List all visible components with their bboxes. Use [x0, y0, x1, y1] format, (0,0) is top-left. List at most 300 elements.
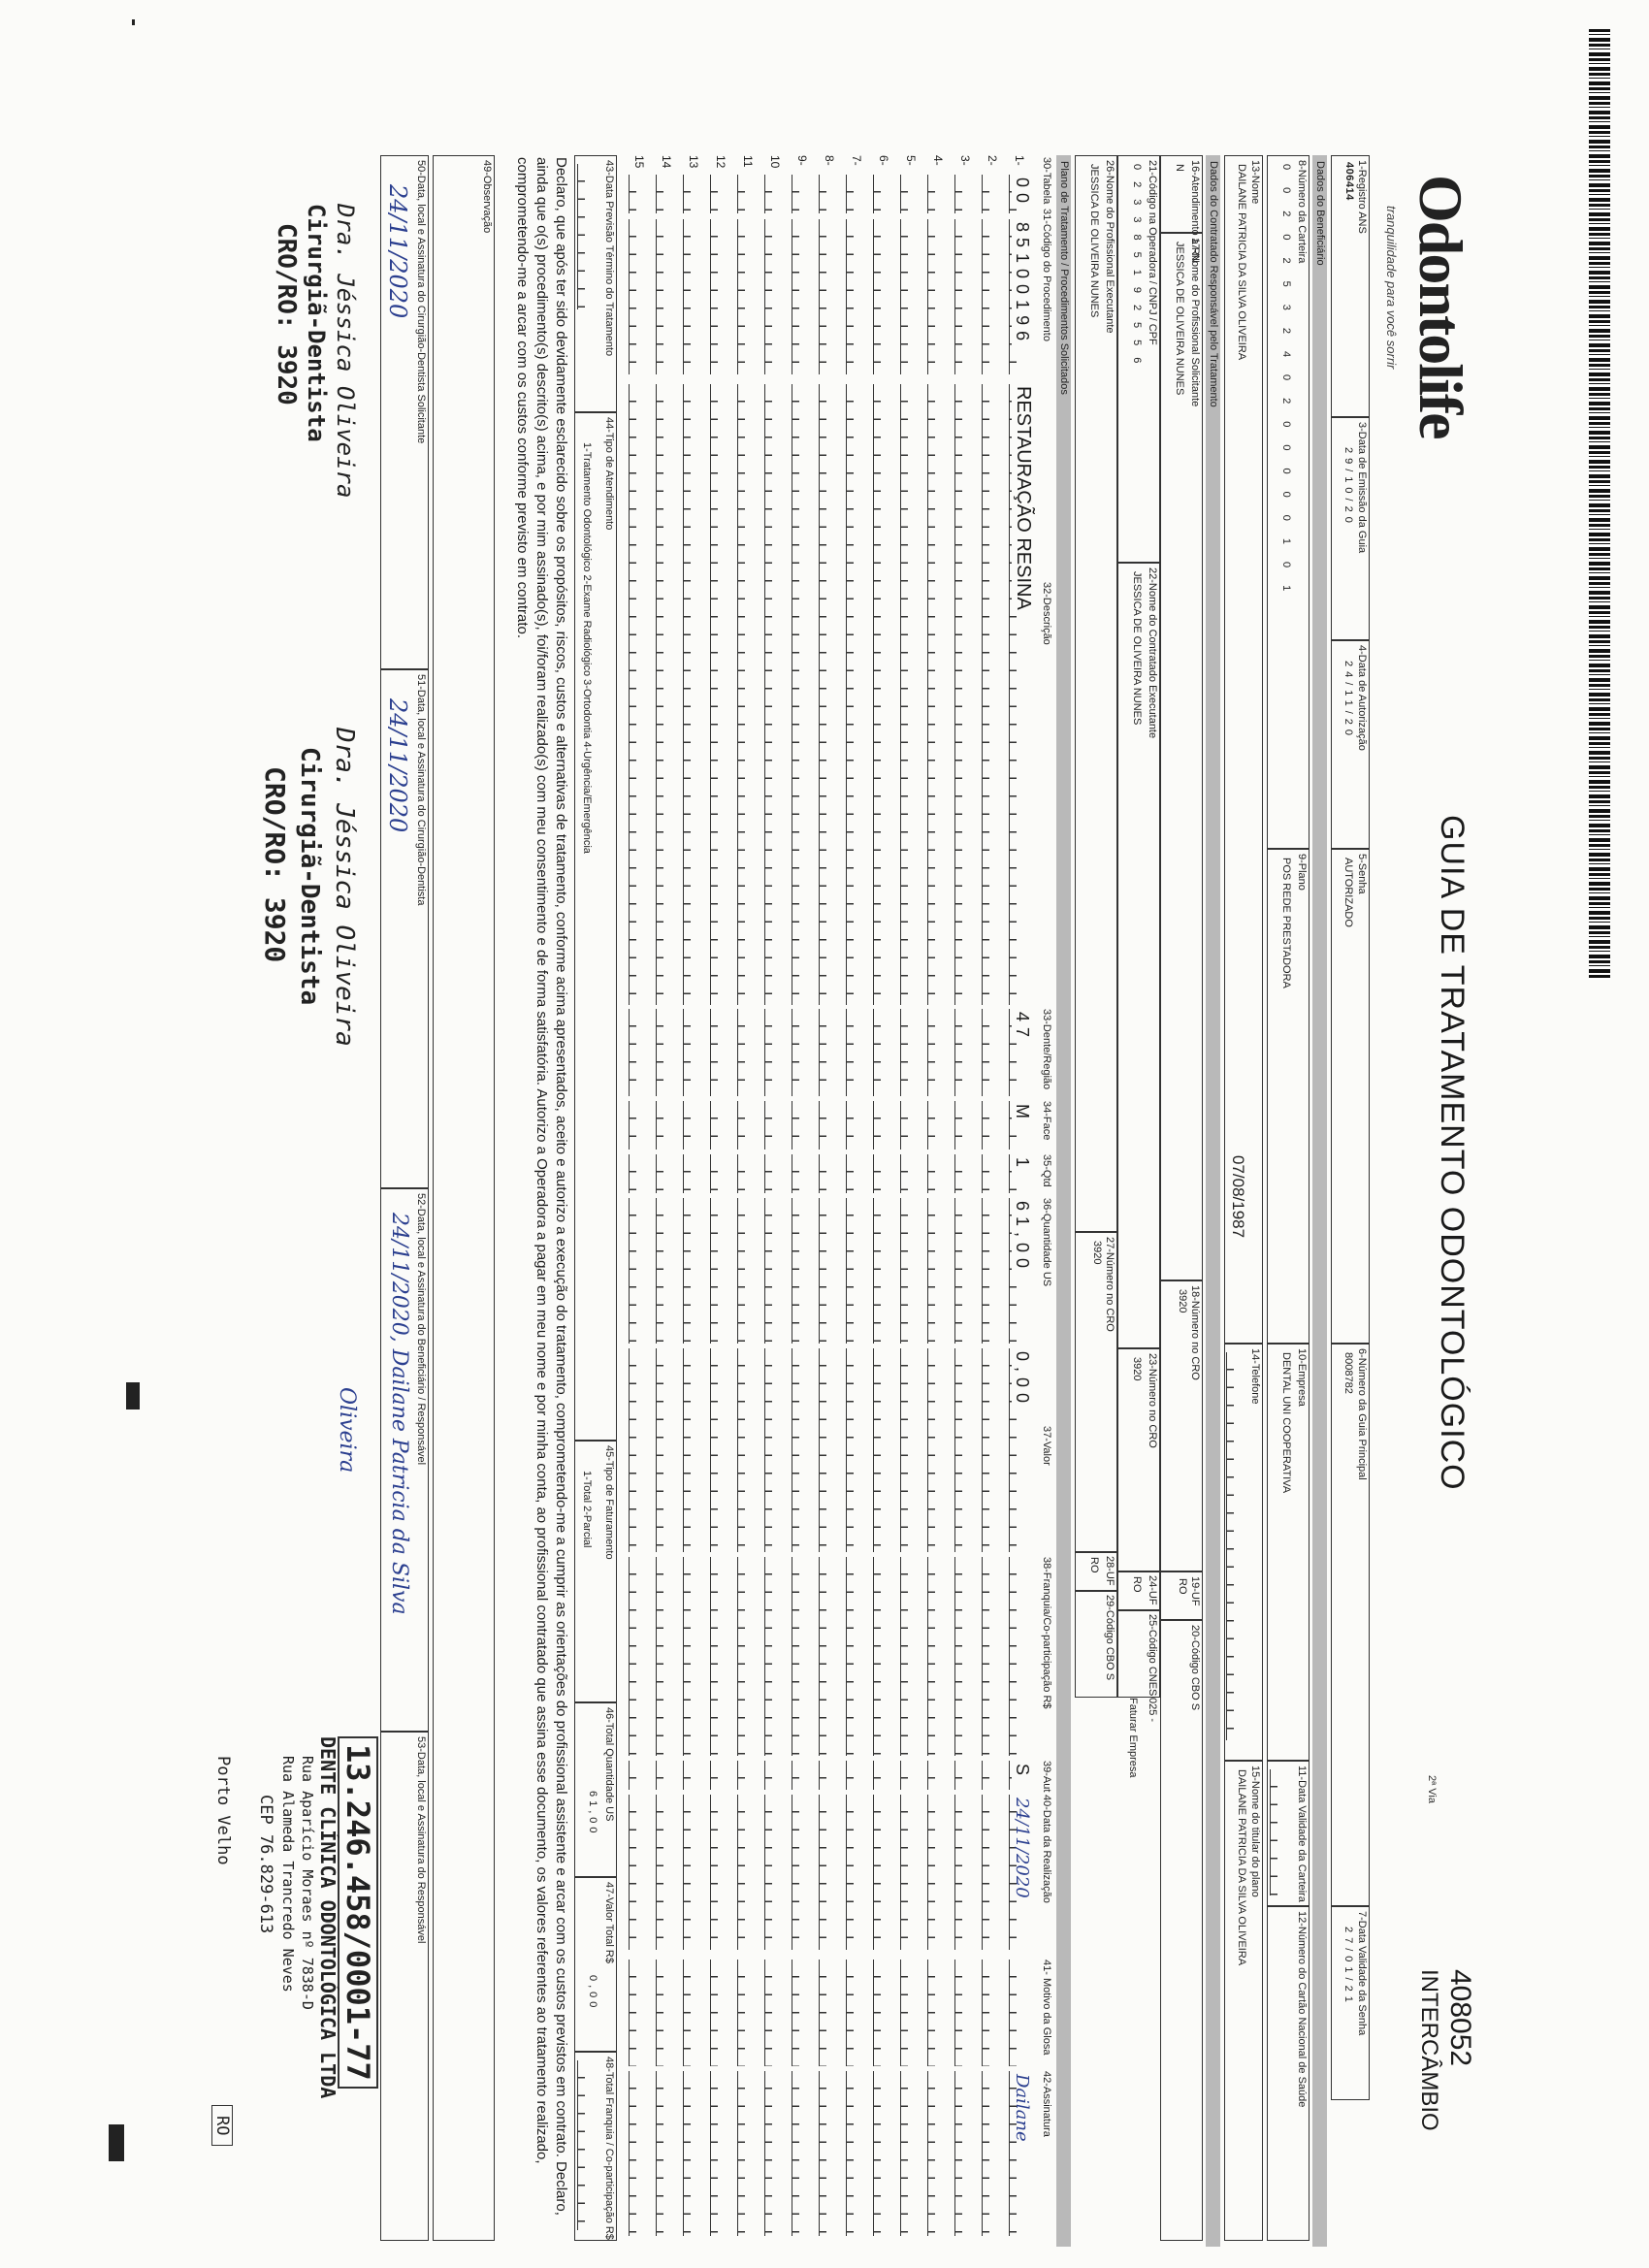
- procedure-table-header: [1037, 155, 1054, 2241]
- cell-franquia: [982, 1557, 1003, 1756]
- row-number: 7-: [850, 155, 863, 166]
- label: 7-Data Validade da Senha: [1356, 1911, 1368, 2036]
- cell-data: [873, 1795, 894, 1950]
- cbo-20-code: 025 -: [1147, 1698, 1158, 1723]
- value: 29/10/20: [1342, 447, 1354, 528]
- table-row: [980, 155, 1007, 2241]
- cell-assinatura: [710, 2071, 731, 2236]
- cell-descricao: [846, 384, 867, 1005]
- table-row: [817, 155, 844, 2241]
- table-row: [654, 155, 681, 2241]
- cell-glosa: [656, 1960, 677, 2066]
- cell-tabela: [873, 175, 894, 213]
- cell-valor: [764, 1348, 786, 1552]
- col-qtd-us: 36-Quantidade US: [1041, 1198, 1052, 1287]
- cell-dente: [656, 1009, 677, 1096]
- form-title: GUIA DE TRATAMENTO ODONTOLÓGICO: [1434, 815, 1471, 1491]
- cell-valor: [982, 1348, 1003, 1552]
- col-valor: 37-Valor: [1041, 1426, 1052, 1466]
- label: 12-Número do Cartão Nacional de Saúde: [1296, 1911, 1308, 2108]
- cell-qtd_us: [819, 1198, 840, 1344]
- cell-descricao: [792, 384, 813, 1005]
- cell-descricao: [629, 384, 650, 1005]
- cell-tabela: [792, 175, 813, 213]
- cell-dente: [683, 1009, 704, 1096]
- cell-data: [846, 1795, 867, 1950]
- value: 24/11/20: [1342, 661, 1354, 741]
- cell-qtd_us: [629, 1198, 650, 1344]
- cell-codigo: [900, 219, 922, 374]
- stamp-city: Porto Velho: [213, 1756, 233, 1865]
- cell-glosa: [846, 1960, 867, 2066]
- field-total-franquia: [574, 2052, 617, 2241]
- cell-data: [656, 1795, 677, 1950]
- value: 8008782: [1342, 1352, 1354, 1394]
- label: 10-Empresa: [1296, 1348, 1308, 1407]
- label: 18-Número no CRO: [1189, 1285, 1201, 1380]
- label: 25-Código CNES: [1147, 1614, 1158, 1697]
- cell-glosa: [764, 1960, 786, 2066]
- options: 1-Total 2-Parcial: [581, 1471, 593, 1548]
- cell-assinatura: [683, 2071, 704, 2236]
- table-row: [735, 155, 762, 2241]
- cell-aut: [737, 1761, 759, 1790]
- cell-face: [764, 1101, 786, 1150]
- cell-face: [873, 1101, 894, 1150]
- field-numero-carteira: [1267, 155, 1310, 849]
- cell-face: [683, 1101, 704, 1150]
- cell-franquia: [792, 1557, 813, 1756]
- table-row: [925, 155, 953, 2241]
- guide-number: 408052: [1444, 1969, 1476, 2067]
- cell-franquia: [1009, 1557, 1030, 1756]
- field-data-emissao: [1331, 417, 1370, 640]
- stamp-dentist-name-2: Dra. Jéssica Oliveira: [330, 728, 359, 1047]
- table-row: [627, 155, 654, 2241]
- row-number: 14: [660, 155, 673, 169]
- cell-qtd_us: [1009, 1198, 1030, 1344]
- cell-valor: [710, 1348, 731, 1552]
- cell-tabela: [656, 175, 677, 213]
- field-cro-solicitante: [1160, 1280, 1203, 1571]
- cell-franquia: [629, 1557, 650, 1756]
- field-plano: [1267, 849, 1310, 1344]
- label: 51-Data, local e Assinatura do Cirurgião-Dentista: [415, 674, 427, 906]
- field-empresa: [1267, 1344, 1310, 1761]
- cell-valor: [846, 1348, 867, 1552]
- field-senha: [1331, 849, 1370, 1344]
- guide-type: INTERCÂMBIO: [1416, 1969, 1442, 2131]
- cell-tabela: [737, 175, 759, 213]
- cell-value: 1: [1013, 1157, 1032, 1174]
- field-cbo-29: [1075, 1591, 1117, 1698]
- cell-assinatura: [1009, 2071, 1030, 2236]
- cell-data: [737, 1795, 759, 1950]
- cell-face: [927, 1101, 949, 1150]
- table-row: [844, 155, 871, 2241]
- field-codigo-operadora: [1117, 155, 1160, 563]
- col-codigo: 31-Código do Procedimento: [1041, 209, 1052, 341]
- cell-glosa: [954, 1960, 976, 2066]
- cell-qtd: [737, 1154, 759, 1193]
- field-guia-principal: [1331, 1344, 1370, 1906]
- cell-data: [819, 1795, 840, 1950]
- cell-dente: [900, 1009, 922, 1096]
- row-number: 8-: [823, 155, 836, 166]
- row-number: 12: [714, 155, 728, 169]
- field-uf-28: [1075, 1552, 1117, 1591]
- label: 53-Data, local e Assinatura do Responsável: [415, 1736, 427, 1944]
- label: 44-Tipo de Atendimento: [603, 417, 615, 531]
- section-beneficiario: Dados do Beneficiário: [1312, 155, 1327, 2247]
- col-tabela: 30-Tabela: [1041, 157, 1052, 205]
- label: 11-Data Validade da Carteira: [1296, 1766, 1308, 1902]
- field-assinatura-53: [380, 1732, 429, 2241]
- cell-face: [710, 1101, 731, 1150]
- cell-aut: [792, 1761, 813, 1790]
- cell-qtd: [873, 1154, 894, 1193]
- cell-glosa: [873, 1960, 894, 2066]
- cell-descricao: [1009, 384, 1034, 1005]
- cell-descricao: [982, 384, 1003, 1005]
- field-validade-senha: [1331, 1906, 1370, 2100]
- cell-qtd_us: [846, 1198, 867, 1344]
- cell-dente: [873, 1009, 894, 1096]
- cell-descricao: [900, 384, 922, 1005]
- scan-mark: [132, 19, 135, 25]
- field-uf-19: [1160, 1571, 1203, 1620]
- field-registro-ans: [1331, 155, 1370, 417]
- stamp-cep: CEP 76.829-613: [256, 1795, 275, 1934]
- cell-glosa: [737, 1960, 759, 2066]
- row-number: 9-: [795, 155, 809, 166]
- cell-glosa: [982, 1960, 1003, 2066]
- brand-tagline: tranquilidade para você sorrir: [1384, 206, 1399, 370]
- label: 27-Número no CRO: [1104, 1237, 1116, 1332]
- cell-dente: [846, 1009, 867, 1096]
- cell-value: 00: [1013, 178, 1032, 210]
- cell-franquia: [710, 1557, 731, 1756]
- cell-tabela: [954, 175, 976, 213]
- cell-codigo: [873, 219, 894, 374]
- cell-qtd: [982, 1154, 1003, 1193]
- field-cnes: [1117, 1610, 1160, 1698]
- value-comb: [577, 2060, 598, 2230]
- value: 61,00: [587, 1791, 598, 1837]
- procedure-table: [627, 155, 1034, 2241]
- value: RO: [1131, 1576, 1143, 1593]
- field-atendimento-rn: [1160, 155, 1203, 263]
- label: 9-Plano: [1296, 854, 1308, 891]
- cell-data: [764, 1795, 786, 1950]
- cell-franquia: [900, 1557, 922, 1756]
- cell-dente: [792, 1009, 813, 1096]
- cell-face: [819, 1101, 840, 1150]
- stamp-dentist-role-2: Cirurgiã-Dentista: [295, 747, 324, 1006]
- cell-descricao: [873, 384, 894, 1005]
- cell-data: [683, 1795, 704, 1950]
- field-tipo-faturamento: [574, 1441, 617, 1702]
- table-row: [708, 155, 735, 2241]
- cell-data: [900, 1795, 922, 1950]
- cell-tabela: [764, 175, 786, 213]
- cell-descricao: [683, 384, 704, 1005]
- cell-valor: [819, 1348, 840, 1552]
- label: 8-Número da Carteira: [1296, 160, 1308, 264]
- field-uf-24: [1117, 1571, 1160, 1610]
- col-assinatura: 42-Assinatura: [1041, 2071, 1052, 2137]
- row-number: 1-: [1013, 155, 1026, 166]
- row-number: 10: [768, 155, 782, 169]
- cell-tabela: [927, 175, 949, 213]
- cell-value: 24/11/2020: [1012, 1798, 1032, 1898]
- col-data: 40-Data da Realização: [1041, 1795, 1052, 1903]
- label: 49-Observação: [481, 160, 493, 234]
- table-row: [762, 155, 790, 2241]
- cell-descricao: [656, 384, 677, 1005]
- cell-glosa: [819, 1960, 840, 2066]
- value: 3920: [1177, 1289, 1188, 1313]
- cell-face: [954, 1101, 976, 1150]
- cell-value: M: [1013, 1104, 1032, 1124]
- cell-valor: [792, 1348, 813, 1552]
- cell-value: S: [1013, 1764, 1032, 1782]
- stamp-address-2: Rua Alameda Trancredo Neves: [279, 1756, 297, 1993]
- row-number: 6-: [877, 155, 890, 166]
- cell-codigo: [927, 219, 949, 374]
- cell-face: [900, 1101, 922, 1150]
- cell-franquia: [683, 1557, 704, 1756]
- cell-tabela: [1009, 175, 1030, 213]
- barcode-strip: [1589, 29, 1610, 980]
- cell-qtd: [710, 1154, 731, 1193]
- cell-descricao: [710, 384, 731, 1005]
- row-number: 2-: [986, 155, 999, 166]
- cell-franquia: [954, 1557, 976, 1756]
- cell-qtd: [764, 1154, 786, 1193]
- label: 19-UF: [1189, 1576, 1201, 1606]
- cell-glosa: [792, 1960, 813, 2066]
- label: 5-Senha: [1356, 854, 1368, 894]
- cell-dente: [710, 1009, 731, 1096]
- options: 1-Tratamento Odontológico 2-Exame Radiológico 3-Ortodontia 4-Urgência/Emergência: [581, 442, 593, 854]
- cell-glosa: [900, 1960, 922, 2066]
- declaration-text: Declaro, que após ter sido devidamente esclarecido sobre os propósitos, riscos, custos e alternativas de tratamento, conforme acima apresentados, aceito e autorizo a execução do tratamento, comprometendo-me a cumprir as orientações do profissional assistente e arcar com os custos previstos em contrato. Declaro, ainda que o(s) procedimento(s) descrito(s) acima, e por mim assinado(s), foi/foram realizado(s) com meu consentimento e de forma satisfatória. Autorizo a Operadora a pagar em meu nome e por minha conta, ao profissional contratado que assina esse documento, os valores referentes ao tratamento realizado, comprometendo-me a arcar com os custos conforme previsto em contrato.: [514, 157, 569, 2216]
- stamp-uf: RO: [211, 2105, 233, 2146]
- cell-codigo: [737, 219, 759, 374]
- col-face: 34-Face: [1041, 1101, 1052, 1141]
- cell-value: 0,00: [1013, 1351, 1032, 1409]
- label: 3-Data de Emissão da Guia: [1356, 422, 1368, 554]
- cell-qtd: [846, 1154, 867, 1193]
- stamp-cnpj: 13.246.458/0001-77: [338, 1736, 378, 2089]
- date-comb: [1270, 1769, 1291, 1895]
- cell-glosa: [927, 1960, 949, 2066]
- cell-glosa: [629, 1960, 650, 2066]
- date-comb: [577, 164, 598, 309]
- field-valor-total: [574, 1877, 617, 2052]
- cell-dente: [764, 1009, 786, 1096]
- cell-qtd: [656, 1154, 677, 1193]
- value: DAILANE PATRICIA DA SILVA OLIVEIRA: [1236, 164, 1247, 361]
- cell-tabela: [629, 175, 650, 213]
- cell-valor: [683, 1348, 704, 1552]
- field-tipo-atendimento: [574, 412, 617, 1441]
- cell-qtd: [629, 1154, 650, 1193]
- cell-dente: [1009, 1009, 1030, 1096]
- label: 52-Data, local e Assinatura do Beneficiário / Responsável: [415, 1193, 427, 1466]
- row-number: 11: [741, 155, 755, 168]
- cell-assinatura: [656, 2071, 677, 2236]
- section-contratado: Dados do Contratado Responsável pelo Tratamento: [1206, 155, 1220, 2247]
- cell-face: [737, 1101, 759, 1150]
- cell-descricao: [764, 384, 786, 1005]
- field-nome: [1224, 155, 1263, 1344]
- field-cro-23: [1117, 1348, 1160, 1571]
- cell-franquia: [819, 1557, 840, 1756]
- cell-descricao: [927, 384, 949, 1005]
- cell-codigo: [683, 219, 704, 374]
- cell-franquia: [656, 1557, 677, 1756]
- row-number: 5-: [904, 155, 918, 166]
- stamp-company: DENTE CLÍNICA ODONTOLÓGICA LTDA: [316, 1736, 340, 2099]
- label: 4-Data de Autorização: [1356, 645, 1368, 751]
- birth-date: 07/08/1987: [1229, 1155, 1247, 1239]
- cell-value: Dailane: [1012, 2074, 1032, 2142]
- cell-tabela: [710, 175, 731, 213]
- cell-assinatura: [764, 2071, 786, 2236]
- cell-qtd_us: [927, 1198, 949, 1344]
- cell-qtd: [927, 1154, 949, 1193]
- label: 6-Número da Guia Principal: [1356, 1348, 1368, 1480]
- field-observacao: [433, 155, 495, 2241]
- table-row: [898, 155, 925, 2241]
- stamp-dentist-cro: CRO/RO: 3920: [272, 223, 301, 405]
- cell-codigo: [656, 219, 677, 374]
- stamp-dentist-cro-2: CRO/RO: 3920: [259, 766, 291, 963]
- col-qtd: 35-Qtd: [1041, 1154, 1052, 1187]
- value: 0020253240200000101: [1280, 164, 1292, 609]
- row-number: 15: [632, 155, 646, 169]
- cell-codigo: [764, 219, 786, 374]
- table-row: [953, 155, 980, 2241]
- stamp-dentist-name: Dra. Jéssica Oliveira: [332, 204, 359, 499]
- field-prof-executante: [1075, 155, 1117, 1232]
- field-data-autorizacao: [1331, 640, 1370, 849]
- col-franquia: 38-Franquia/Co-participação R$: [1041, 1557, 1052, 1709]
- cell-aut: [954, 1761, 976, 1790]
- cell-face: [846, 1101, 867, 1150]
- label: 47-Valor Total R$: [603, 1882, 615, 1963]
- cell-descricao: [819, 384, 840, 1005]
- cell-face: [1009, 1101, 1030, 1150]
- cell-tabela: [846, 175, 867, 213]
- cell-value: RESTAURAÇÃO RESINA: [1013, 386, 1034, 610]
- cell-assinatura: [982, 2071, 1003, 2236]
- label: 28-UF: [1104, 1556, 1116, 1586]
- col-glosa: 41- Motivo da Glosa: [1041, 1960, 1052, 2056]
- label: 1-Registro ANS: [1356, 160, 1368, 234]
- label: 50-Data, local e Assinatura do Cirurgião-Dentista Solicitante: [415, 160, 427, 444]
- stamp-dentist-role: Cirurgiã-Dentista: [303, 204, 330, 442]
- cell-assinatura: [954, 2071, 976, 2236]
- value: JESSICA DE OLIVEIRA NUNES: [1088, 164, 1100, 318]
- handwritten-signature-52: Oliveira: [335, 1387, 359, 1474]
- label: 48-Total Franquia / Co-participação R$: [603, 2057, 615, 2240]
- table-row: [1007, 155, 1034, 2241]
- cell-qtd: [683, 1154, 704, 1193]
- cell-aut: [819, 1761, 840, 1790]
- cell-aut: [629, 1761, 650, 1790]
- cell-aut: [873, 1761, 894, 1790]
- cell-franquia: [846, 1557, 867, 1756]
- guide-form: [107, 146, 1494, 2241]
- cell-value: 61,00: [1013, 1201, 1032, 1275]
- cell-data: [954, 1795, 976, 1950]
- col-dente: 33-Dente/Região: [1041, 1009, 1052, 1090]
- cell-qtd: [819, 1154, 840, 1193]
- cell-data: [792, 1795, 813, 1950]
- cell-glosa: [710, 1960, 731, 2066]
- cell-aut: [683, 1761, 704, 1790]
- cell-qtd_us: [982, 1198, 1003, 1344]
- value: 023385192556: [1131, 164, 1143, 375]
- cell-tabela: [819, 175, 840, 213]
- cell-aut: [846, 1761, 867, 1790]
- cell-qtd_us: [954, 1198, 976, 1344]
- cell-data: [629, 1795, 650, 1950]
- cell-qtd_us: [683, 1198, 704, 1344]
- via-label: 2ª Via: [1426, 1775, 1438, 1803]
- field-cartao-nacional: [1267, 1906, 1310, 2241]
- cell-franquia: [737, 1557, 759, 1756]
- field-prof-solicitante: [1160, 233, 1203, 1280]
- field-titular: [1224, 1761, 1263, 2241]
- cell-codigo: [954, 219, 976, 374]
- cell-codigo: [819, 219, 840, 374]
- label: 43-Data Previsão Término do Tratamento: [603, 160, 615, 357]
- cell-codigo: [792, 219, 813, 374]
- cell-tabela: [982, 175, 1003, 213]
- cell-qtd_us: [656, 1198, 677, 1344]
- handwritten-date-50: 24/11/2020: [384, 184, 411, 319]
- value: RO: [1088, 1557, 1100, 1573]
- cell-dente: [629, 1009, 650, 1096]
- cell-dente: [927, 1009, 949, 1096]
- cell-data: [710, 1795, 731, 1950]
- cell-qtd: [792, 1154, 813, 1193]
- value: 0,00: [587, 1975, 598, 2012]
- cell-data: [982, 1795, 1003, 1950]
- cell-descricao: [954, 384, 976, 1005]
- value: JESSICA DE OLIVEIRA NUNES: [1174, 242, 1185, 396]
- value: POS REDE PRESTADORA: [1280, 858, 1292, 988]
- label: 21-Código na Operadora / CNPJ / CPF: [1147, 160, 1158, 345]
- cell-face: [982, 1101, 1003, 1150]
- stamp-address: Rua Aparício Moraes nº 7838-D: [299, 1756, 316, 2010]
- cell-aut: [900, 1761, 922, 1790]
- cell-dente: [819, 1009, 840, 1096]
- cell-dente: [954, 1009, 976, 1096]
- cell-tabela: [900, 175, 922, 213]
- table-row: [681, 155, 708, 2241]
- value: JESSICA DE OLIVEIRA NUNES: [1131, 571, 1143, 726]
- cell-codigo: [1009, 219, 1030, 374]
- cell-face: [656, 1101, 677, 1150]
- field-cbo-20: [1160, 1620, 1203, 2241]
- label: 15-Nome do titular do plano: [1249, 1766, 1261, 1897]
- cell-aut: [710, 1761, 731, 1790]
